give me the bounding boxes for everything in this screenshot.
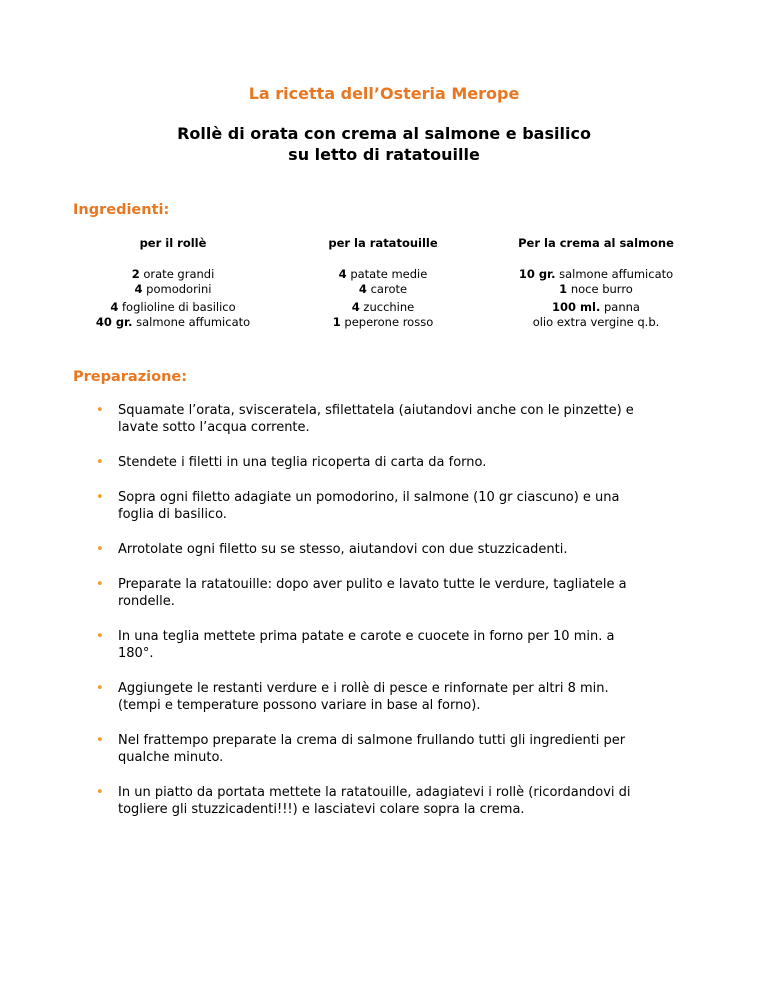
ingredient-name: salmone affumicato xyxy=(132,315,251,329)
preparation-step-line: Aggiungete le restanti verdure e i rollè di pesce e rinfornate per altri 8 min. xyxy=(118,681,609,696)
ingredient-group xyxy=(491,267,701,297)
bullet-icon: • xyxy=(96,455,104,470)
bullet-icon: • xyxy=(96,490,104,505)
preparation-step xyxy=(93,576,696,610)
preparation-step xyxy=(93,732,696,766)
preparation-steps xyxy=(93,402,696,836)
ingredient-quantity: 40 gr. xyxy=(95,315,133,329)
ingredient-quantity: 4 xyxy=(358,282,367,296)
bullet-icon: • xyxy=(96,542,104,557)
recipe-title xyxy=(0,123,768,165)
preparation-step-line: lavate sotto l’acqua corrente. xyxy=(118,420,310,435)
preparation-step xyxy=(93,489,696,523)
ingredient-group xyxy=(73,267,273,297)
ingredients-column-title: per il rollè xyxy=(139,236,207,250)
ingredient-item xyxy=(73,315,273,330)
preparation-step-line: Preparate la ratatouille: dopo aver pulito e lavato tutte le verdure, tagliatele a xyxy=(118,577,627,592)
preparation-step xyxy=(93,402,696,436)
ingredient-group xyxy=(298,300,468,330)
bullet-icon: • xyxy=(96,785,104,800)
preparation-step-line: In un piatto da portata mettete la ratatouille, adagiatevi i rollè (ricordandovi di xyxy=(118,785,631,800)
ingredient-item xyxy=(73,267,273,282)
ingredient-item xyxy=(491,282,701,297)
ingredient-name: orate grandi xyxy=(139,267,215,281)
ingredient-item xyxy=(491,315,701,330)
ingredient-name: foglioline di basilico xyxy=(118,300,236,314)
ingredient-item xyxy=(73,282,273,297)
ingredient-item xyxy=(298,315,468,330)
preparation-step-line: Sopra ogni filetto adagiate un pomodorino, il salmone (10 gr ciascuno) e una xyxy=(118,490,620,505)
preparation-step-line: (tempi e temperature possono variare in base al forno). xyxy=(118,698,481,713)
ingredient-group xyxy=(298,267,468,297)
ingredient-item xyxy=(298,300,468,315)
bullet-icon: • xyxy=(96,403,104,418)
preparation-step-line: togliere gli stuzzicadenti!!!) e lasciatevi colare sopra la crema. xyxy=(118,802,525,817)
preparation-step-line: Arrotolate ogni filetto su se stesso, aiutandovi con due stuzzicadenti. xyxy=(118,542,568,557)
recipe-title-line-2: su letto di ratatouille xyxy=(288,145,480,164)
ingredient-item xyxy=(298,267,468,282)
preparation-heading: Preparazione: xyxy=(73,369,188,385)
ingredients-column-title: Per la crema al salmone xyxy=(518,236,674,250)
ingredient-name: olio extra vergine q.b. xyxy=(532,315,660,329)
ingredient-quantity: 1 xyxy=(559,282,568,296)
ingredient-quantity: 4 xyxy=(351,300,360,314)
preparation-step xyxy=(93,454,696,471)
preparation-step-line: 180°. xyxy=(118,646,154,661)
ingredient-name: panna xyxy=(600,300,640,314)
bullet-icon: • xyxy=(96,733,104,748)
ingredient-quantity: 1 xyxy=(332,315,341,329)
ingredients-column xyxy=(491,236,701,333)
preparation-step-line: Stendete i filetti in una teglia ricoperta di carta da forno. xyxy=(118,455,487,470)
ingredient-group xyxy=(73,300,273,330)
preparation-step xyxy=(93,628,696,662)
ingredient-name: salmone affumicato xyxy=(555,267,674,281)
ingredient-quantity: 4 xyxy=(134,282,143,296)
ingredient-item xyxy=(491,267,701,282)
ingredient-quantity: 4 xyxy=(110,300,119,314)
bullet-icon: • xyxy=(96,629,104,644)
ingredient-quantity: 100 ml. xyxy=(552,300,601,314)
preparation-step-line: rondelle. xyxy=(118,594,175,609)
ingredients-column xyxy=(298,236,468,333)
preparation-step-line: Squamate l’orata, svisceratela, sfilettatela (aiutandovi anche con le pinzette) e xyxy=(118,403,634,418)
preparation-step xyxy=(93,680,696,714)
ingredient-item xyxy=(298,282,468,297)
ingredient-group xyxy=(491,300,701,330)
ingredient-name: patate medie xyxy=(346,267,428,281)
preparation-step-line: In una teglia mettete prima patate e carote e cuocete in forno per 10 min. a xyxy=(118,629,615,644)
ingredient-name: carote xyxy=(366,282,408,296)
osteria-title: La ricetta dell’Osteria Merope xyxy=(248,84,520,103)
ingredient-item xyxy=(491,300,701,315)
ingredient-name: peperone rosso xyxy=(340,315,434,329)
ingredient-quantity: 4 xyxy=(338,267,347,281)
ingredient-quantity: 10 gr. xyxy=(518,267,556,281)
ingredient-name: pomodorini xyxy=(142,282,212,296)
ingredient-item xyxy=(73,300,273,315)
recipe-title-line-1: Rollè di orata con crema al salmone e basilico xyxy=(177,124,591,143)
preparation-step xyxy=(93,541,696,558)
preparation-step-line: Nel frattempo preparate la crema di salmone frullando tutti gli ingredienti per xyxy=(118,733,626,748)
ingredient-name: noce burro xyxy=(567,282,633,296)
ingredients-column-title: per la ratatouille xyxy=(328,236,438,250)
ingredient-quantity: 2 xyxy=(131,267,140,281)
bullet-icon: • xyxy=(96,681,104,696)
bullet-icon: • xyxy=(96,577,104,592)
preparation-step-line: qualche minuto. xyxy=(118,750,224,765)
ingredients-column xyxy=(73,236,273,333)
ingredient-name: zucchine xyxy=(359,300,415,314)
ingredients-heading: Ingredienti: xyxy=(73,202,170,218)
preparation-step-line: foglia di basilico. xyxy=(118,507,227,522)
preparation-step xyxy=(93,784,696,818)
